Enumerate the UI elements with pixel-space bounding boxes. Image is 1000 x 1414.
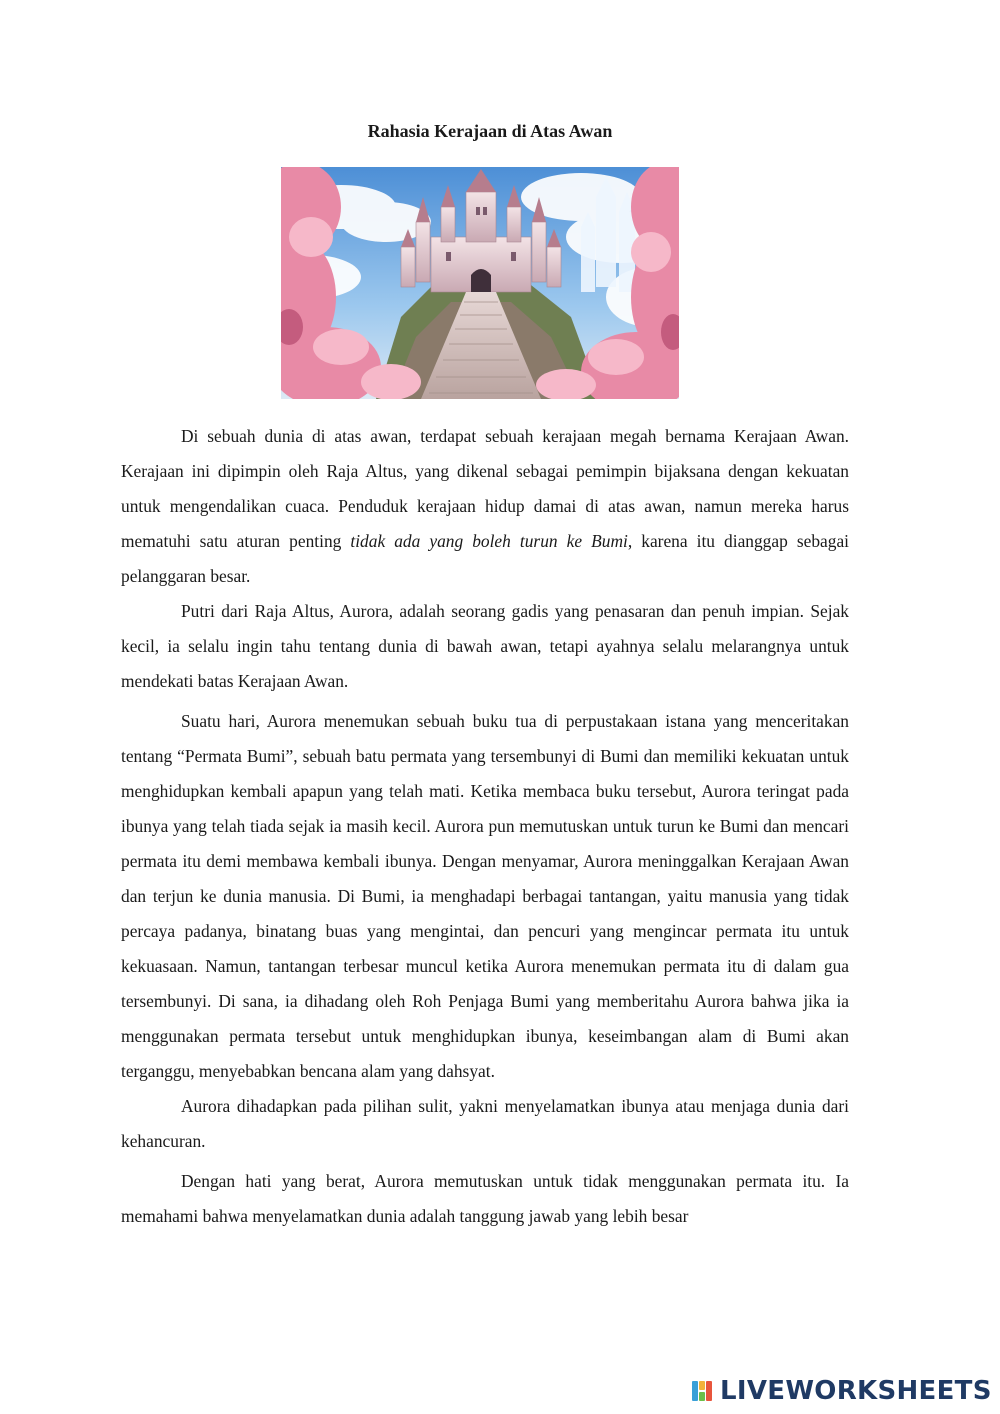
story-text xyxy=(121,419,849,1234)
document-title: Rahasia Kerajaan di Atas Awan xyxy=(367,121,613,141)
emphasized-rule: tidak ada yang boleh turun ke Bumi xyxy=(350,531,628,551)
brand-name: LIVEWORKSHEETS xyxy=(720,1376,992,1406)
liveworksheets-logo-icon xyxy=(692,1379,716,1403)
liveworksheets-brand xyxy=(692,1374,992,1408)
paragraph: Dengan hati yang berat, Aurora memutuskan untuk tidak menggunakan permata itu. Ia memahami bahwa menyelamatkan dunia adalah tanggung jawab yang lebih besar xyxy=(121,1171,849,1226)
paragraph: Di sebuah dunia di atas awan, terdapat sebuah kerajaan megah bernama Kerajaan Awan. Kerajaan ini dipimpin oleh Raja Altus, yang dikenal sebagai pemimpin bijaksana dengan kekuatan untuk mengendalikan cuaca. Penduduk kerajaan hidup damai di atas awan, namun mereka harus mematuhi satu aturan penting tidak ada yang boleh turun ke Bumi, karena itu dianggap sebagai pelanggaran besar. xyxy=(121,426,849,586)
paragraph: Putri dari Raja Altus, Aurora, adalah seorang gadis yang penasaran dan penuh impian. Sejak kecil, ia selalu ingin tahu tentang dunia di bawah awan, tetapi ayahnya selalu melarangnya untuk mendekati batas Kerajaan Awan. xyxy=(121,601,849,691)
paragraph: Aurora dihadapkan pada pilihan sulit, yakni menyelamatkan ibunya atau menjaga dunia dari kehancuran. xyxy=(121,1096,849,1151)
castle-in-clouds-image xyxy=(281,167,679,399)
paragraph: Suatu hari, Aurora menemukan sebuah buku tua di perpustakaan istana yang menceritakan tentang “Permata Bumi”, sebuah batu permata yang tersembunyi di Bumi dan memiliki kekuatan untuk menghidupkan kembali apapun yang telah mati. Ketika membaca buku tersebut, Aurora teringat pada ibunya yang telah tiada sejak ia masih kecil. Aurora pun memutuskan untuk turun ke Bumi dan mencari permata itu demi membawa kembali ibunya. Dengan menyamar, Aurora meninggalkan Kerajaan Awan dan terjun ke dunia manusia. Di Bumi, ia menghadapi berbagai tantangan, yaitu manusia yang tidak percaya padanya, binatang buas yang mengintai, dan pencuri yang mengincar permata itu untuk kekuasaan. Namun, tantangan terbesar muncul ketika Aurora menemukan permata itu di dalam gua tersembunyi. Di sana, ia dihadang oleh Roh Penjaga Bumi yang memberitahu Aurora bahwa jika ia menggunakan permata tersebut untuk menghidupkan ibunya, keseimbangan alam di Bumi akan terganggu, menyebabkan bencana alam yang dahsyat. xyxy=(121,711,849,1081)
